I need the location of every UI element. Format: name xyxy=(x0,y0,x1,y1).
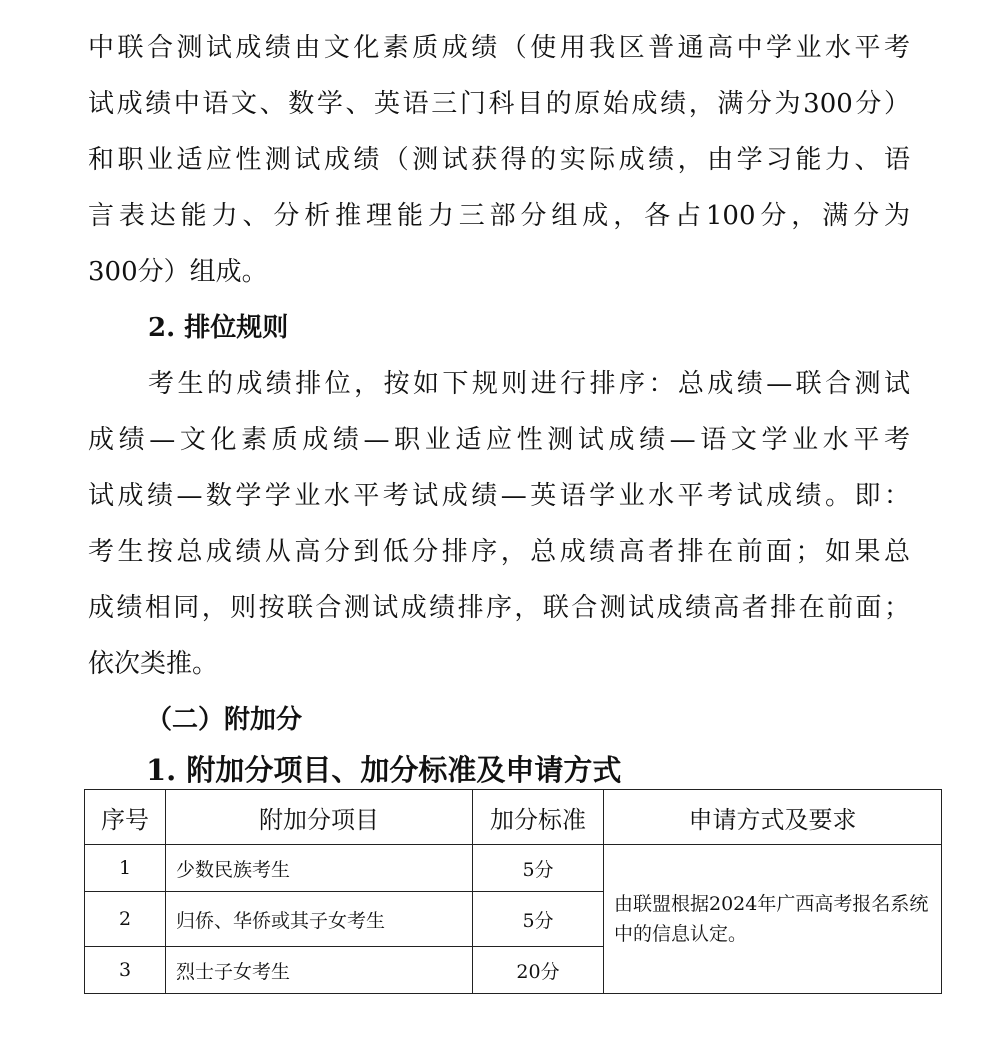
cell-points: 5分 xyxy=(473,892,604,947)
section-heading-bonus: （二）附加分 xyxy=(146,705,303,735)
header-method: 申请方式及要求 xyxy=(604,790,942,845)
table-row xyxy=(85,845,942,892)
header-no: 序号 xyxy=(85,790,166,845)
text-line: 试成绩中语文、数学、英语三门科目的原始成绩，满分为300分） xyxy=(88,89,910,119)
text-line: 成绩相同，则按联合测试成绩排序，联合测试成绩高者排在前面； xyxy=(88,593,910,623)
header-points: 加分标准 xyxy=(473,790,604,845)
table-header-row xyxy=(85,790,942,845)
document-body xyxy=(88,20,910,748)
cell-method: 由联盟根据2024年广西高考报名系统中的信息认定。 xyxy=(604,845,942,994)
cell-no: 2 xyxy=(85,892,166,947)
text-line: 成绩—文化素质成绩—职业适应性测试成绩—语文学业水平考 xyxy=(88,425,910,455)
cell-no: 3 xyxy=(85,947,166,994)
cell-item: 烈士子女考生 xyxy=(166,947,473,994)
bonus-table xyxy=(84,789,942,994)
section-heading-ranking: 2. 排位规则 xyxy=(148,313,289,343)
text-line: 300分）组成。 xyxy=(88,257,268,287)
cell-no: 1 xyxy=(85,845,166,892)
text-line: 言表达能力、分析推理能力三部分组成，各占100分，满分为 xyxy=(88,201,910,231)
text-line: 试成绩—数学学业水平考试成绩—英语学业水平考试成绩。即： xyxy=(88,481,910,511)
text-line: 依次类推。 xyxy=(88,649,219,679)
subheading-bonus-items: 1. 附加分项目、加分标准及申请方式 xyxy=(146,753,622,787)
text-line: 考生按总成绩从高分到低分排序，总成绩高者排在前面；如果总 xyxy=(88,537,910,567)
cell-points: 20分 xyxy=(473,947,604,994)
text-line: 考生的成绩排位，按如下规则进行排序：总成绩—联合测试 xyxy=(148,369,910,399)
cell-item: 少数民族考生 xyxy=(166,845,473,892)
cell-item: 归侨、华侨或其子女考生 xyxy=(166,892,473,947)
text-line: 中联合测试成绩由文化素质成绩（使用我区普通高中学业水平考 xyxy=(88,33,910,63)
cell-points: 5分 xyxy=(473,845,604,892)
text-line: 和职业适应性测试成绩（测试获得的实际成绩，由学习能力、语 xyxy=(88,145,910,175)
header-item: 附加分项目 xyxy=(166,790,473,845)
